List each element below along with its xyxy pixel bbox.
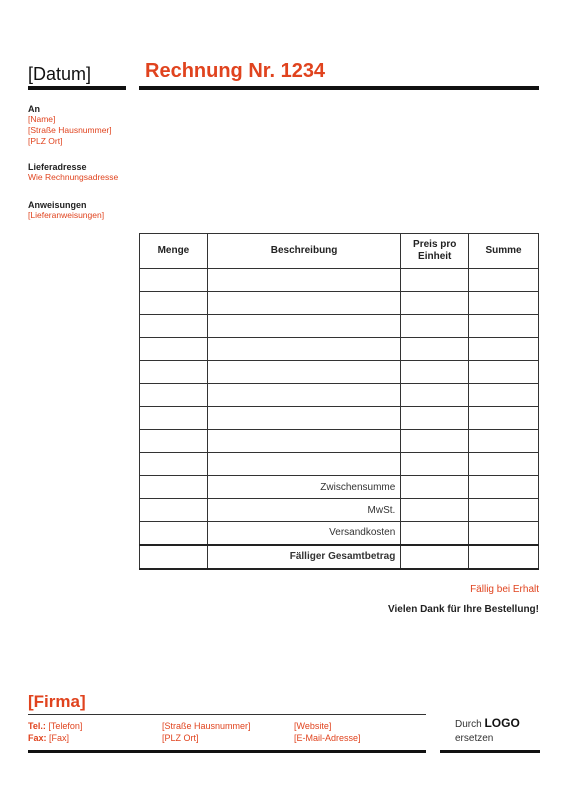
column-header-description: Beschreibung: [207, 234, 400, 269]
unit-price-line-2: Einheit: [418, 251, 452, 262]
blank-cell: [401, 522, 469, 545]
cell-quantity[interactable]: [140, 269, 208, 292]
shipping-row: [140, 522, 539, 545]
total-value[interactable]: [469, 545, 539, 569]
title-divider: [139, 86, 539, 90]
fax-value[interactable]: [Fax]: [49, 733, 70, 743]
cell-unit-price[interactable]: [401, 361, 469, 384]
tax-value[interactable]: [469, 499, 539, 522]
logo-word: LOGO: [484, 716, 520, 730]
delivery-block: [28, 162, 118, 183]
cell-unit-price[interactable]: [401, 453, 469, 476]
recipient-name[interactable]: [Name]: [28, 114, 56, 124]
logo-divider: [440, 750, 540, 753]
cell-total[interactable]: [469, 407, 539, 430]
instructions-heading: Anweisungen: [28, 200, 87, 210]
footer-divider-thin: [28, 714, 426, 715]
blank-cell: [140, 499, 208, 522]
cell-unit-price[interactable]: [401, 292, 469, 315]
cell-total[interactable]: [469, 315, 539, 338]
company-name[interactable]: [Firma]: [28, 692, 86, 711]
footer-web-column: [294, 720, 361, 744]
table-row: [140, 269, 539, 292]
shipping-value[interactable]: [469, 522, 539, 545]
table-row: [140, 338, 539, 361]
cell-description[interactable]: [207, 338, 400, 361]
instructions-text[interactable]: [Lieferanweisungen]: [28, 210, 105, 220]
cell-total[interactable]: [469, 361, 539, 384]
date-divider: [28, 86, 126, 90]
tax-row: [140, 499, 539, 522]
cell-quantity[interactable]: [140, 430, 208, 453]
cell-unit-price[interactable]: [401, 430, 469, 453]
tax-label: MwSt.: [207, 499, 400, 522]
footer-email[interactable]: [E-Mail-Adresse]: [294, 733, 361, 743]
tel-label: Tel.:: [28, 721, 46, 731]
cell-quantity[interactable]: [140, 407, 208, 430]
cell-quantity[interactable]: [140, 292, 208, 315]
logo-placeholder[interactable]: [455, 716, 520, 746]
cell-description[interactable]: [207, 361, 400, 384]
shipping-label: Versandkosten: [207, 522, 400, 545]
cell-total[interactable]: [469, 269, 539, 292]
footer-contact-column: [28, 720, 82, 744]
column-header-unit-price: [401, 234, 469, 269]
cell-quantity[interactable]: [140, 384, 208, 407]
cell-description[interactable]: [207, 453, 400, 476]
cell-quantity[interactable]: [140, 361, 208, 384]
blank-cell: [401, 545, 469, 569]
delivery-address[interactable]: Wie Rechnungsadresse: [28, 172, 119, 182]
cell-unit-price[interactable]: [401, 407, 469, 430]
delivery-heading: Lieferadresse: [28, 162, 87, 172]
logo-prefix: Durch: [455, 719, 482, 730]
tel-value[interactable]: [Telefon]: [48, 721, 83, 731]
unit-price-line-1: Preis pro: [413, 239, 457, 250]
cell-unit-price[interactable]: [401, 384, 469, 407]
table-row: [140, 453, 539, 476]
footer-address-column: [162, 720, 251, 744]
cell-total[interactable]: [469, 292, 539, 315]
column-header-quantity: Menge: [140, 234, 208, 269]
recipient-heading: An: [28, 104, 40, 114]
cell-description[interactable]: [207, 269, 400, 292]
cell-quantity[interactable]: [140, 315, 208, 338]
blank-cell: [140, 476, 208, 499]
cell-description[interactable]: [207, 292, 400, 315]
blank-cell: [140, 545, 208, 569]
table-row: [140, 407, 539, 430]
blank-cell: [140, 522, 208, 545]
cell-description[interactable]: [207, 315, 400, 338]
total-label: Fälliger Gesamtbetrag: [207, 545, 400, 569]
footer-website[interactable]: [Website]: [294, 721, 332, 731]
column-header-total: Summe: [469, 234, 539, 269]
subtotal-row: [140, 476, 539, 499]
cell-unit-price[interactable]: [401, 338, 469, 361]
table-row: [140, 384, 539, 407]
cell-description[interactable]: [207, 384, 400, 407]
table-header-row: [140, 234, 539, 269]
cell-total[interactable]: [469, 430, 539, 453]
cell-description[interactable]: [207, 430, 400, 453]
invoice-date[interactable]: [Datum]: [28, 64, 92, 84]
cell-unit-price[interactable]: [401, 315, 469, 338]
invoice-title[interactable]: Rechnung Nr. 1234: [145, 60, 326, 82]
subtotal-label: Zwischensumme: [207, 476, 400, 499]
table-row: [140, 361, 539, 384]
cell-quantity[interactable]: [140, 338, 208, 361]
blank-cell: [401, 476, 469, 499]
invoice-table: [139, 233, 539, 570]
recipient-block: [28, 104, 112, 147]
footer-divider-thick: [28, 750, 426, 753]
cell-total[interactable]: [469, 453, 539, 476]
table-row: [140, 315, 539, 338]
cell-quantity[interactable]: [140, 453, 208, 476]
cell-total[interactable]: [469, 384, 539, 407]
footer-city[interactable]: [PLZ Ort]: [162, 733, 199, 743]
due-note[interactable]: Fällig bei Erhalt: [470, 584, 539, 595]
recipient-city[interactable]: [PLZ Ort]: [28, 136, 63, 146]
instructions-block: [28, 200, 104, 221]
fax-label: Fax:: [28, 733, 47, 743]
cell-total[interactable]: [469, 338, 539, 361]
recipient-street[interactable]: [Straße Hausnummer]: [28, 125, 112, 135]
total-row: [140, 545, 539, 569]
footer-street[interactable]: [Straße Hausnummer]: [162, 721, 251, 731]
table-row: [140, 430, 539, 453]
thanks-note[interactable]: Vielen Dank für Ihre Bestellung!: [388, 604, 539, 615]
cell-unit-price[interactable]: [401, 269, 469, 292]
table-row: [140, 292, 539, 315]
blank-cell: [401, 499, 469, 522]
subtotal-value[interactable]: [469, 476, 539, 499]
cell-description[interactable]: [207, 407, 400, 430]
logo-suffix: ersetzen: [455, 733, 494, 744]
